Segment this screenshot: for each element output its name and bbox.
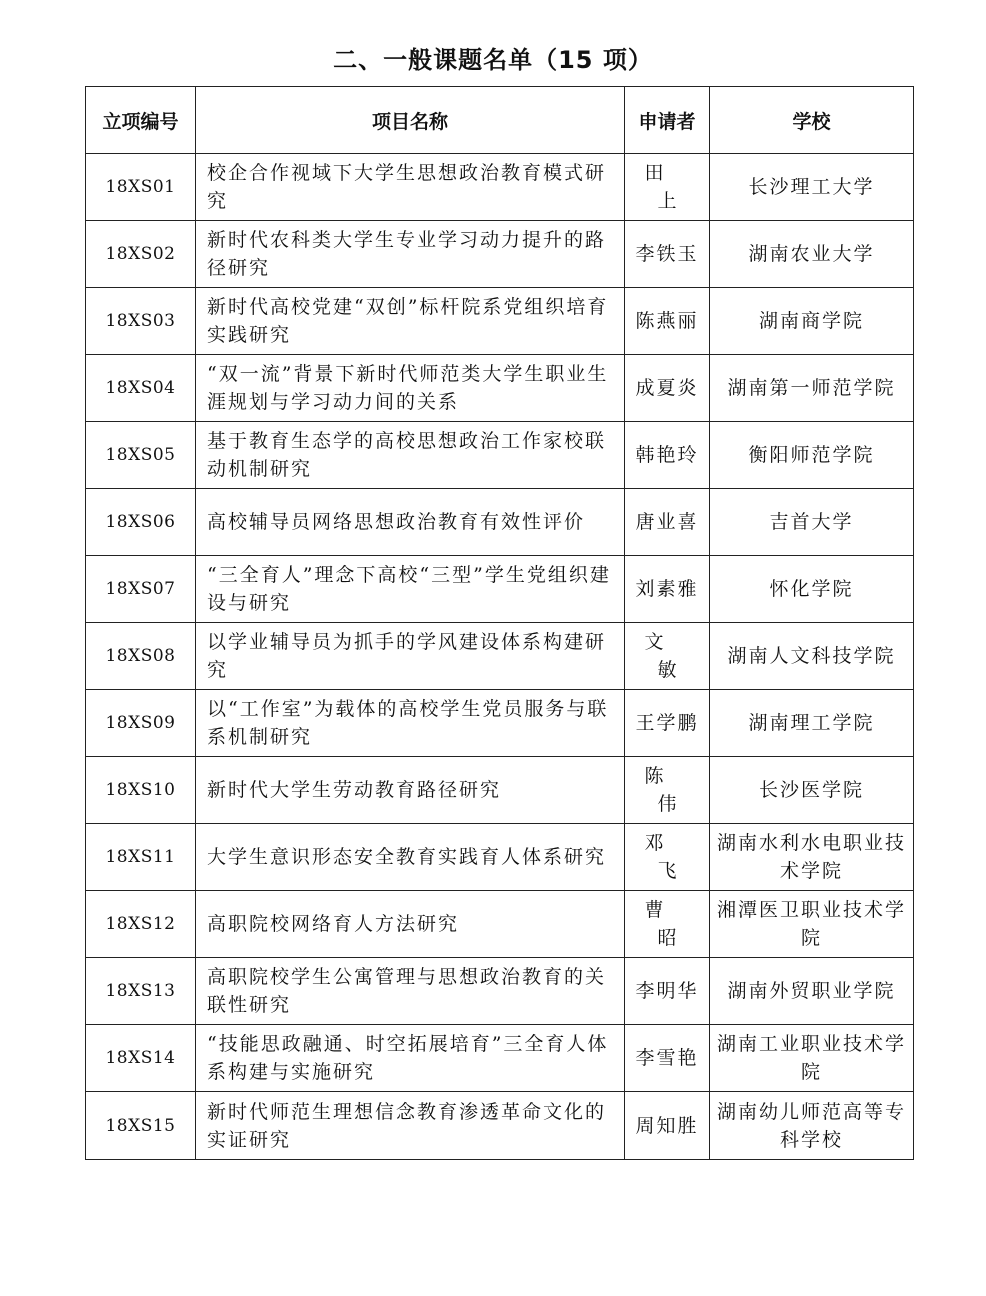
project-code: 18XS11 (86, 824, 196, 891)
table-row (86, 958, 914, 1025)
project-name: 新时代师范生理想信念教育渗透革命文化的实证研究 (196, 1092, 625, 1160)
applicant-name: 陈 伟 (625, 757, 710, 824)
applicant-name: 陈燕丽 (625, 288, 710, 355)
table-row (86, 757, 914, 824)
project-name: 以“工作室”为载体的高校学生党员服务与联系机制研究 (196, 690, 625, 757)
school-name: 湖南人文科技学院 (710, 623, 914, 690)
school-name: 湖南农业大学 (710, 221, 914, 288)
project-code: 18XS09 (86, 690, 196, 757)
school-name: 湘潭医卫职业技术学院 (710, 891, 914, 958)
header-code: 立项编号 (86, 87, 196, 154)
table-row (86, 221, 914, 288)
project-name: “三全育人”理念下高校“三型”学生党组织建设与研究 (196, 556, 625, 623)
page-title: 二、一般课题名单（15 项） (333, 46, 653, 74)
table-row (86, 422, 914, 489)
table-row (86, 489, 914, 556)
project-name: 高校辅导员网络思想政治教育有效性评价 (196, 489, 625, 556)
project-name: 以学业辅导员为抓手的学风建设体系构建研究 (196, 623, 625, 690)
applicant-name: 李雪艳 (625, 1025, 710, 1092)
school-name: 湖南工业职业技术学院 (710, 1025, 914, 1092)
school-name: 吉首大学 (710, 489, 914, 556)
table-row (86, 288, 914, 355)
project-name: 新时代大学生劳动教育路径研究 (196, 757, 625, 824)
applicant-name: 邓 飞 (625, 824, 710, 891)
school-name: 长沙医学院 (710, 757, 914, 824)
project-name: 高职院校学生公寓管理与思想政治教育的关联性研究 (196, 958, 625, 1025)
project-code: 18XS14 (86, 1025, 196, 1092)
applicant-name: 刘素雅 (625, 556, 710, 623)
project-code: 18XS02 (86, 221, 196, 288)
school-name: 湖南商学院 (710, 288, 914, 355)
project-code: 18XS04 (86, 355, 196, 422)
project-code: 18XS10 (86, 757, 196, 824)
applicant-name: 李明华 (625, 958, 710, 1025)
table-row (86, 891, 914, 958)
applicant-name: 韩艳玲 (625, 422, 710, 489)
school-name: 湖南理工学院 (710, 690, 914, 757)
header-school: 学校 (710, 87, 914, 154)
project-code: 18XS05 (86, 422, 196, 489)
school-name: 湖南外贸职业学院 (710, 958, 914, 1025)
table-row (86, 690, 914, 757)
table-header-row (86, 87, 914, 154)
project-name: 新时代高校党建“双创”标杆院系党组织培育实践研究 (196, 288, 625, 355)
applicant-name: 王学鹏 (625, 690, 710, 757)
project-name: 校企合作视域下大学生思想政治教育模式研究 (196, 154, 625, 221)
school-name: 湖南水利水电职业技术学院 (710, 824, 914, 891)
project-code: 18XS03 (86, 288, 196, 355)
applicant-name: 唐业喜 (625, 489, 710, 556)
school-name: 湖南第一师范学院 (710, 355, 914, 422)
school-name: 怀化学院 (710, 556, 914, 623)
project-table (85, 86, 914, 1160)
applicant-name: 文 敏 (625, 623, 710, 690)
project-code: 18XS07 (86, 556, 196, 623)
school-name: 衡阳师范学院 (710, 422, 914, 489)
table-row (86, 154, 914, 221)
header-applicant: 申请者 (625, 87, 710, 154)
table-row (86, 1025, 914, 1092)
project-name: “技能思政融通、时空拓展培育”三全育人体系构建与实施研究 (196, 1025, 625, 1092)
applicant-name: 周知胜 (625, 1092, 710, 1160)
table-row (86, 623, 914, 690)
project-code: 18XS15 (86, 1092, 196, 1160)
table-row (86, 355, 914, 422)
school-name: 长沙理工大学 (710, 154, 914, 221)
project-name: 基于教育生态学的高校思想政治工作家校联动机制研究 (196, 422, 625, 489)
project-code: 18XS08 (86, 623, 196, 690)
applicant-name: 田 上 (625, 154, 710, 221)
header-name: 项目名称 (196, 87, 625, 154)
table-row (86, 556, 914, 623)
table-row (86, 824, 914, 891)
project-code: 18XS12 (86, 891, 196, 958)
project-name: 大学生意识形态安全教育实践育人体系研究 (196, 824, 625, 891)
applicant-name: 成夏炎 (625, 355, 710, 422)
applicant-name: 李铁玉 (625, 221, 710, 288)
project-name: “双一流”背景下新时代师范类大学生职业生涯规划与学习动力间的关系 (196, 355, 625, 422)
project-name: 高职院校网络育人方法研究 (196, 891, 625, 958)
table-row (86, 1092, 914, 1160)
project-code: 18XS01 (86, 154, 196, 221)
applicant-name: 曹 昭 (625, 891, 710, 958)
project-code: 18XS06 (86, 489, 196, 556)
school-name: 湖南幼儿师范高等专科学校 (710, 1092, 914, 1160)
project-code: 18XS13 (86, 958, 196, 1025)
project-name: 新时代农科类大学生专业学习动力提升的路径研究 (196, 221, 625, 288)
